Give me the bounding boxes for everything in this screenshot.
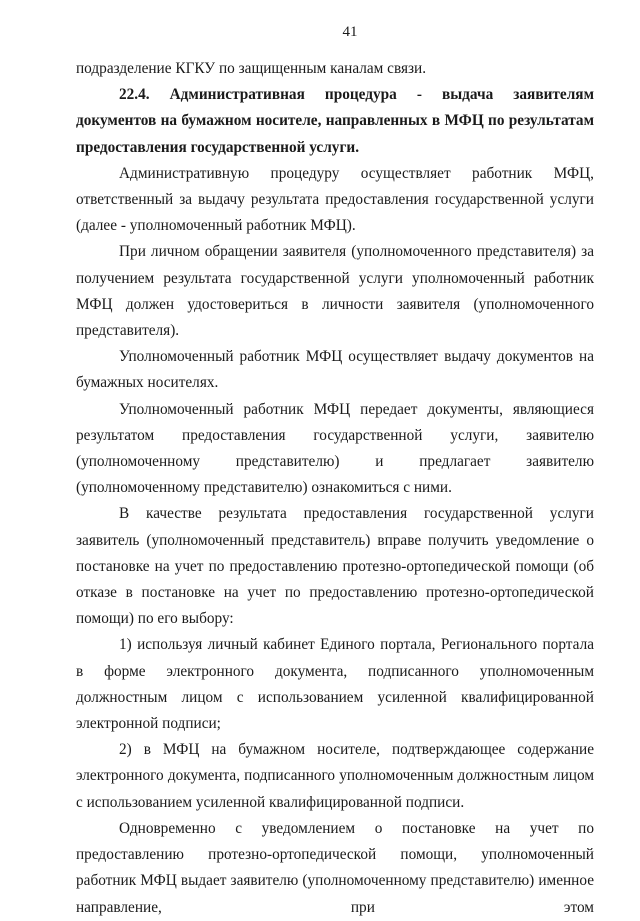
paragraph: Уполномоченный работник МФЦ передает документы, являющиеся результатом предоставления государственной услуги, заявителю (уполномоченному представителю) и предлагает заявителю (уполномоченному представителю) ознакомиться с ними. bbox=[76, 400, 594, 497]
list-item: 2) в МФЦ на бумажном носителе, подтверждающее содержание электронного документа, подписанного уполномоченным должностным лицом с использованием усиленной квалифицированной подписи. bbox=[76, 741, 594, 811]
paragraph: Одновременно с уведомлением о постановке на учет по предоставлению протезно-ортопедической помощи, уполномоченный работник МФЦ выдает заявителю (уполномоченному представителю) именное направление, при этом bbox=[76, 819, 594, 916]
paragraph: Административную процедуру осуществляет работник МФЦ, ответственный за выдачу результата предоставления государственной услуги (далее - уполномоченный работник МФЦ). bbox=[76, 164, 594, 235]
paragraph: Уполномоченный работник МФЦ осуществляет выдачу документов на бумажных носителях. bbox=[76, 348, 594, 392]
list-item: 1) используя личный кабинет Единого портала, Регионального портала в форме электронного документа, подписанного уполномоченным должностным лицом с использованием усиленной квалифицированной электронной подписи; bbox=[76, 636, 594, 733]
paragraph: В качестве результата предоставления государственной услуги заявитель (уполномоченный представитель) вправе получить уведомление о постановке на учет по предоставлению протезно-ортопедической помощи (об отказе в постановке на учет по предоставлению протезно-ортопедической помощи) по его выбору: bbox=[76, 505, 594, 628]
paragraph-continuation: подразделение КГКУ по защищенным каналам связи. bbox=[76, 60, 427, 77]
paragraph: При личном обращении заявителя (уполномоченного представителя) за получением результата государственной услуги уполномоченный работник МФЦ должен удостовериться в личности заявителя (уполномоченного представителя). bbox=[76, 243, 594, 340]
page-number: 41 bbox=[342, 24, 358, 40]
section-heading: 22.4. Административная процедура - выдача заявителям документов на бумажном носителе, направленных в МФЦ по результатам предоставления государственной услуги. bbox=[76, 86, 594, 156]
